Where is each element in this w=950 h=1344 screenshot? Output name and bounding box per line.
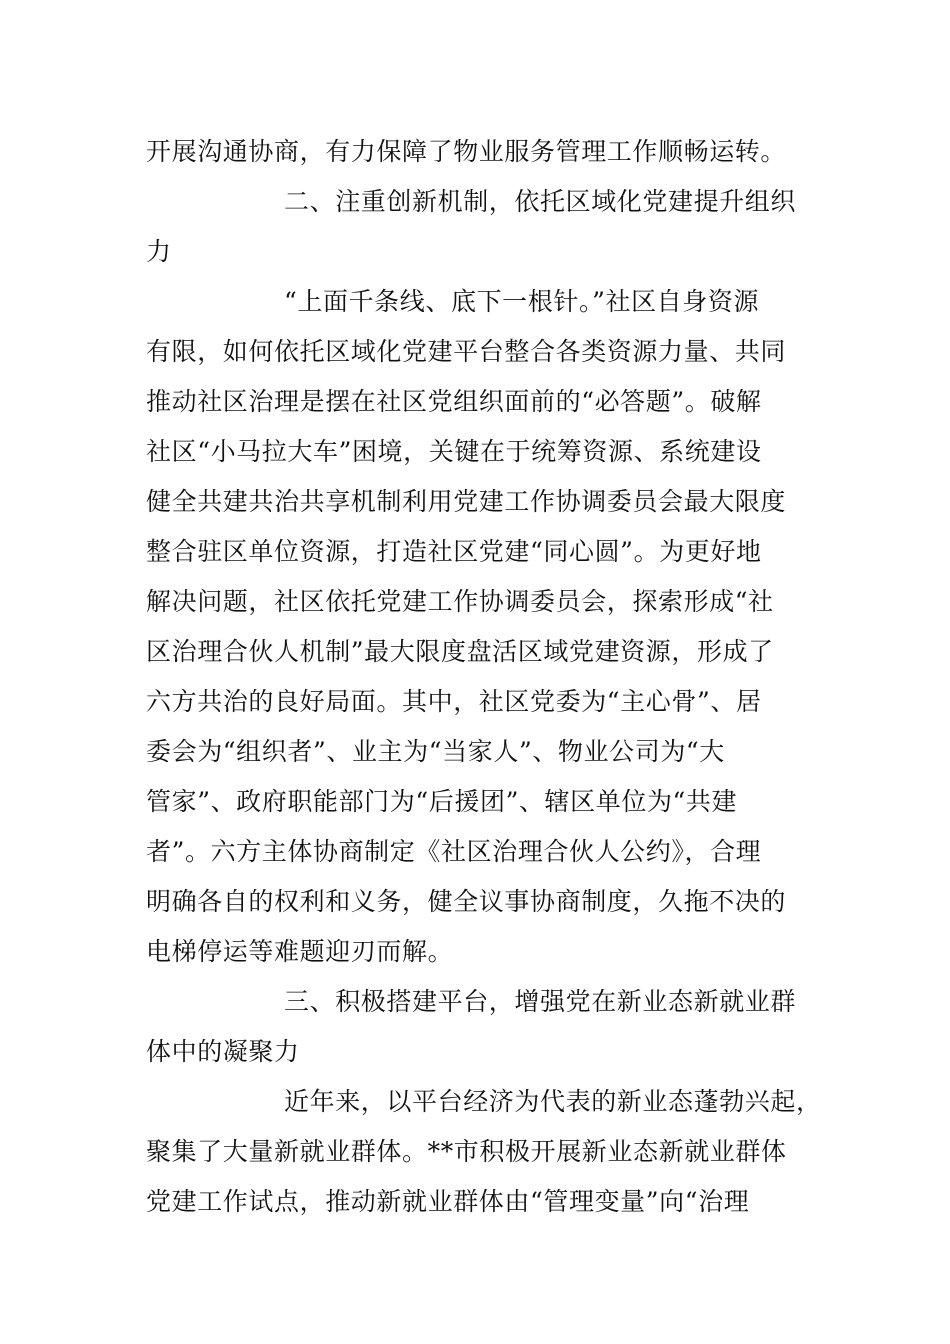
paragraph-line-7: 解决问题，社区依托党建工作协调委员会，探索形成“社: [146, 587, 774, 616]
paragraph-line-3: 推动社区治理是摆在社区党组织面前的“必答题”。破解: [146, 387, 762, 416]
paragraph-line-5: 健全共建共治共享机制利用党建工作协调委员会最大限度: [146, 487, 787, 516]
paragraph-line-11: 管家”、政府职能部门为“后援团”、辖区单位为“共建: [146, 787, 738, 816]
paragraph-line-2: 有限，如何依托区域化党建平台整合各类资源力量、共同: [146, 337, 787, 366]
paragraph-line-1: “上面千条线、底下一根针。”社区自身资源: [284, 287, 760, 316]
paragraph-line-6: 整合驻区单位资源，打造社区党建“同心圆”。为更好地: [146, 537, 762, 566]
paragraph2-line-1: 近年来，以平台经济为代表的新业态蓬勃兴起，: [284, 1087, 822, 1116]
paragraph-line-10: 委会为“组织者”、业主为“当家人”、物业公司为“大: [146, 737, 725, 766]
paragraph2-line-2: 聚集了大量新就业群体。**市积极开展新业态新就业群体: [146, 1137, 787, 1166]
paragraph-line-8: 区治理合伙人机制”最大限度盘活区域党建资源，形成了: [146, 637, 774, 666]
section-heading-3-cont: 体中的凝聚力: [146, 1037, 300, 1066]
paragraph-line-13: 明确各自的权利和义务，健全议事协商制度，久拖不决的: [146, 887, 787, 916]
section-heading-2-cont: 力: [146, 237, 172, 266]
section-heading-3: 三、积极搭建平台，增强党在新业态新就业群: [284, 987, 797, 1016]
paragraph2-line-3: 党建工作试点，推动新就业群体由“管理变量”向“治理: [146, 1187, 750, 1216]
text-line-1: 开展沟通协商，有力保障了物业服务管理工作顺畅运转。: [146, 137, 787, 166]
paragraph-line-9: 六方共治的良好局面。其中，社区党委为“主心骨”、居: [146, 687, 762, 716]
paragraph-line-12: 者”。六方主体协商制定《社区治理合伙人公约》，合理: [146, 837, 762, 866]
section-heading-2: 二、注重创新机制，依托区域化党建提升组织: [284, 187, 797, 216]
paragraph-line-4: 社区“小马拉大车”困境，关键在于统筹资源、系统建设: [146, 437, 762, 466]
paragraph-line-14: 电梯停运等难题迎刃而解。: [146, 937, 454, 966]
